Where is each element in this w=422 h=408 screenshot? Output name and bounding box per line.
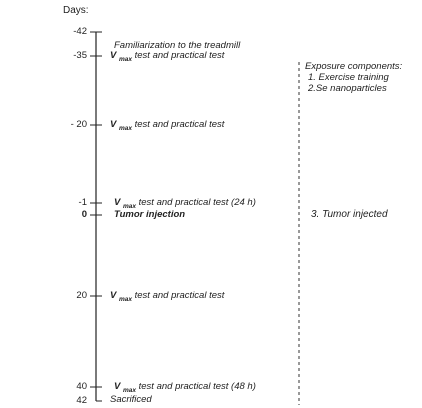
event-familiarization: Familiarization to the treadmill (114, 40, 241, 51)
tick-label: 0 (81, 209, 87, 220)
tick-label: -42 (73, 26, 87, 37)
exposure-item-1: 1. Exercise training (308, 72, 389, 83)
tick-label: -35 (73, 50, 87, 61)
tick-label: -1 (78, 197, 87, 208)
event-vmax-test-20: V $_{max}$ test and practical test (110, 119, 225, 132)
event-vmax-test-40: V $_{max}$ test and practical test (48 h) (114, 381, 256, 394)
tick-label: 20 (76, 290, 87, 301)
exposure-item-3: 3. Tumor injected (311, 209, 388, 220)
tick-label: 40 (76, 381, 87, 392)
days-label: Days: (63, 5, 89, 16)
event-vmax-test-pos20: V $_{max}$ test and practical test (110, 290, 225, 303)
event-vmax-test-1: V $_{max}$ test and practical test (24 h) (114, 197, 256, 210)
tick-label: - 20 (70, 119, 87, 130)
tick-label: 42 (76, 395, 87, 406)
exposure-item-2: 2.Se nanoparticles (308, 83, 387, 94)
exposure-title: Exposure components: (305, 61, 403, 72)
event-tumor-injection: Tumor injection (114, 209, 186, 220)
event-vmax-test-35: V $_{max}$ test and practical test (110, 50, 225, 63)
event-sacrificed: Sacrificed (110, 394, 152, 405)
